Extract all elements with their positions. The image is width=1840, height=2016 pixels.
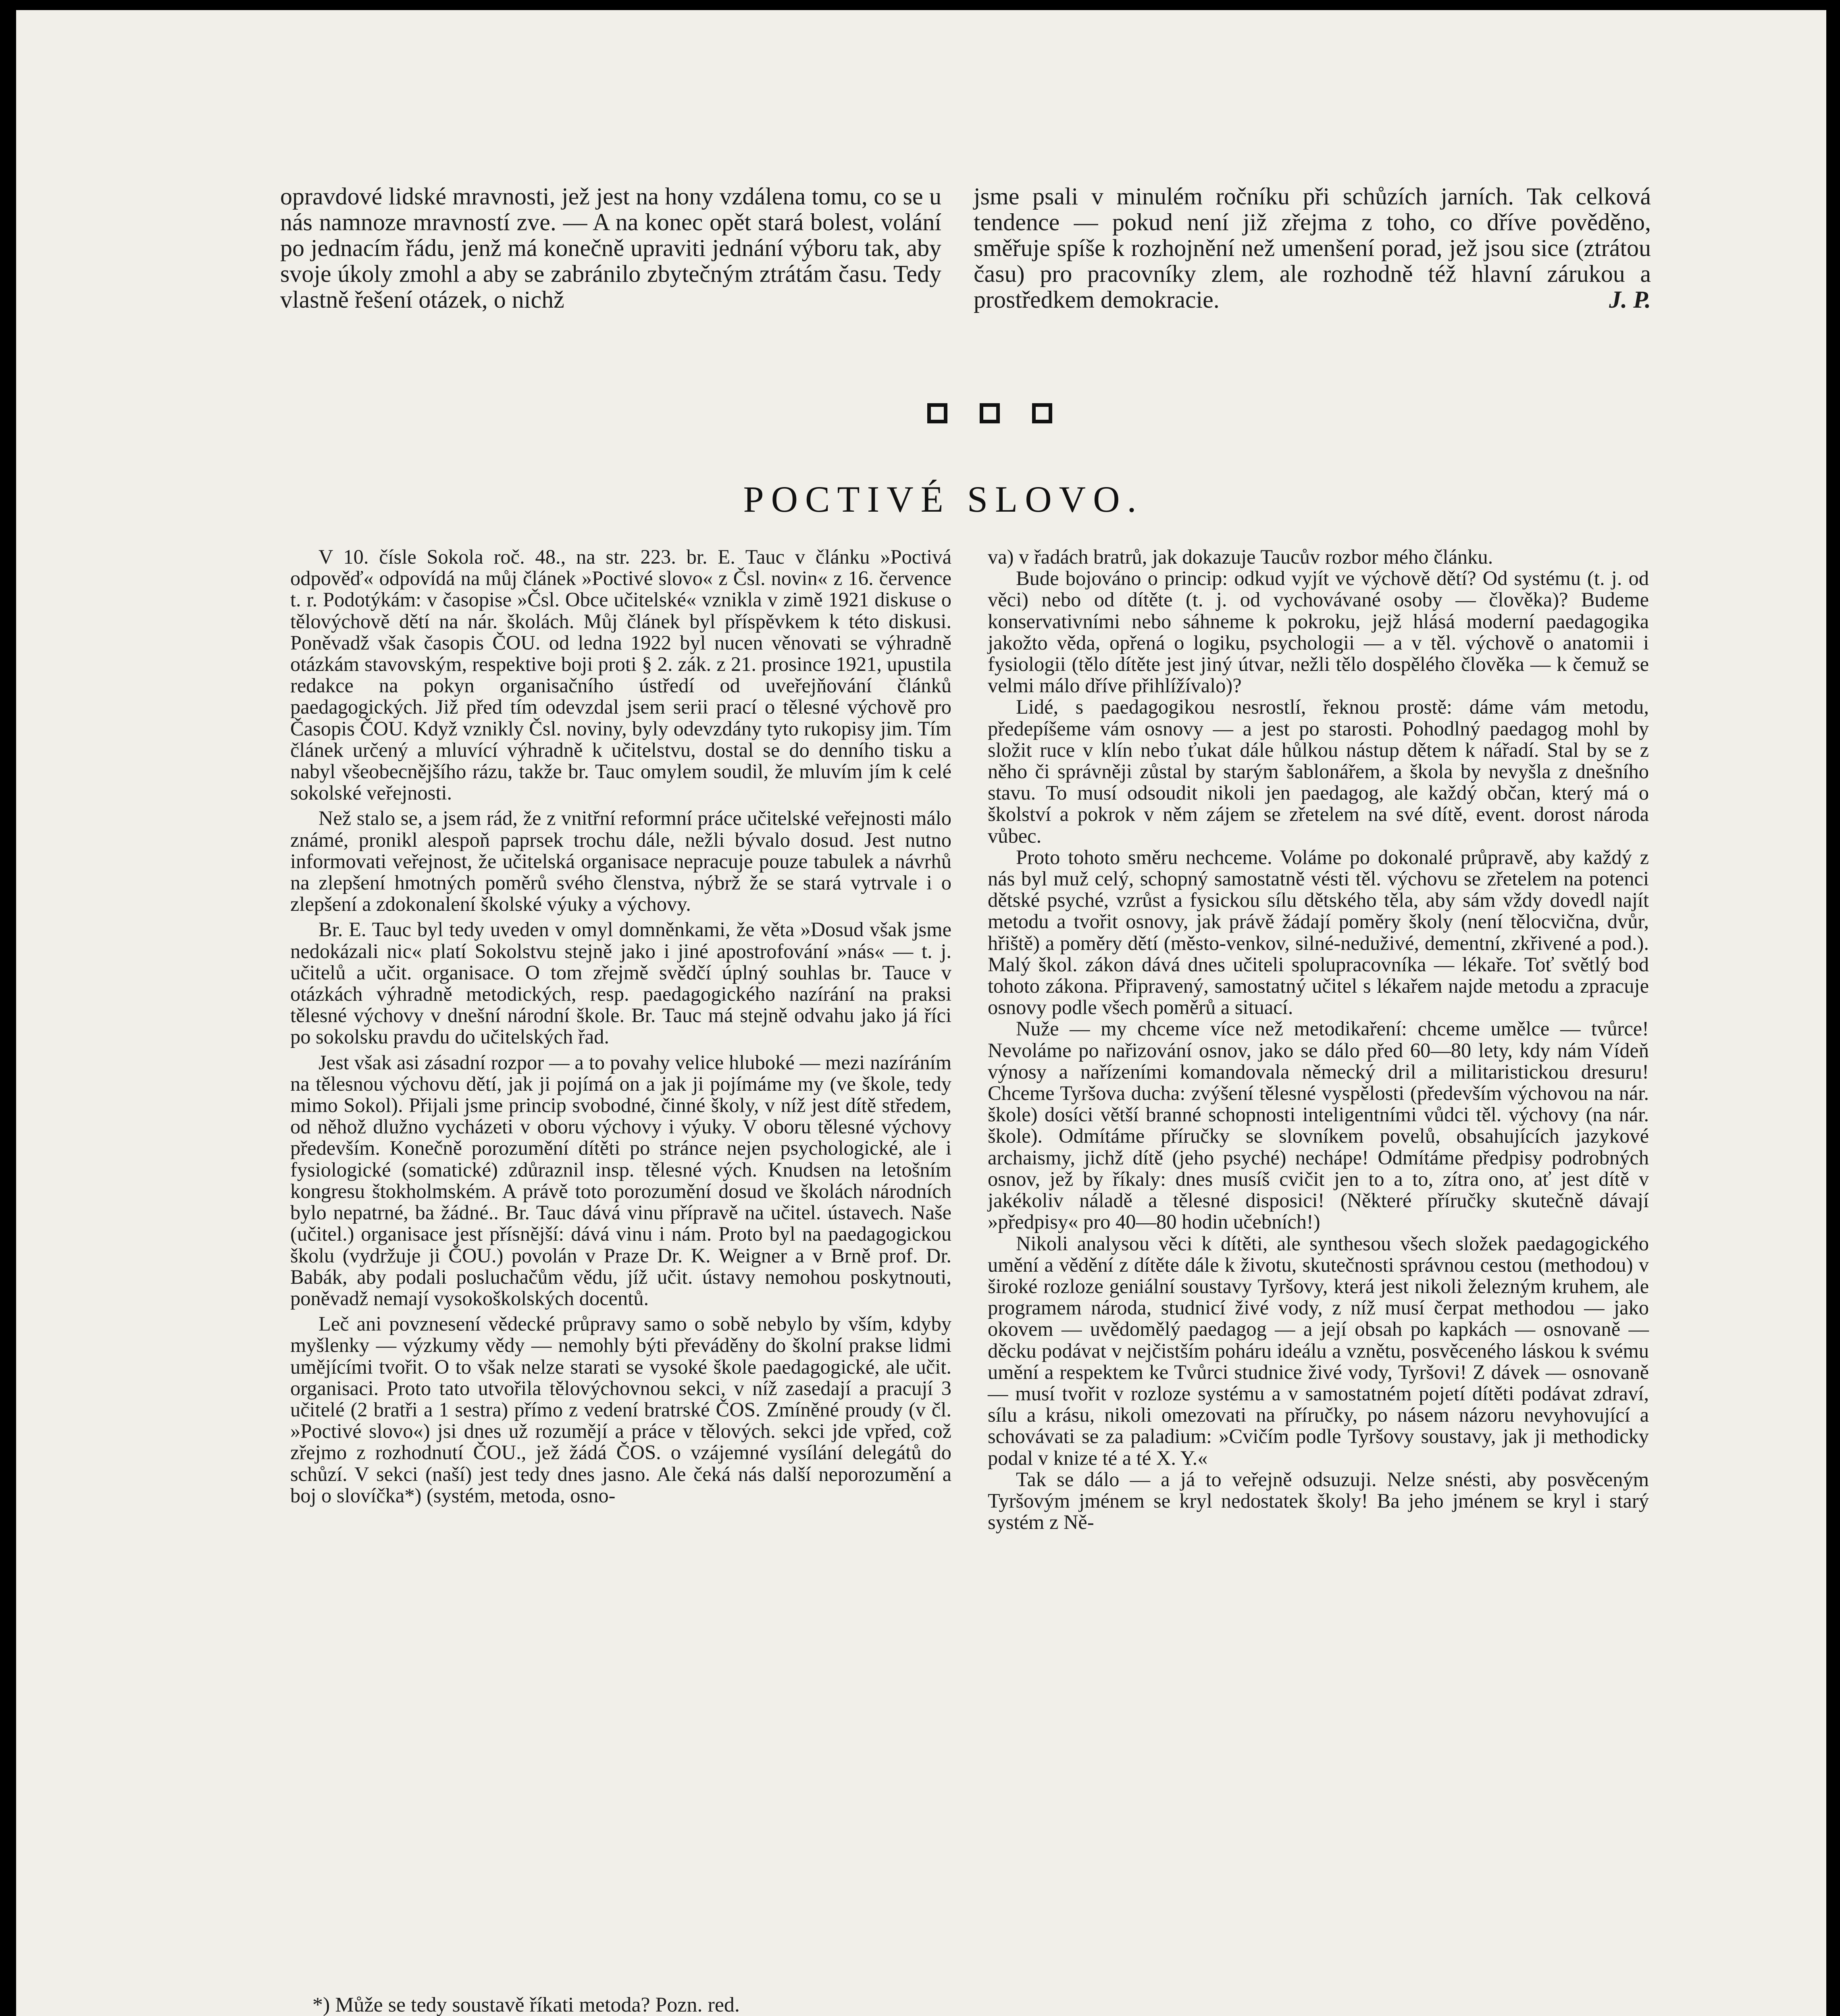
signature: J. P. (1609, 286, 1651, 313)
paragraph: Leč ani povznesení vědecké průpravy samo o sobě nebylo by vším, kdyby myšlenky — výzkumy vědy — nemohly býti převáděny do školní prakse lidmi umějícími tvořit. O to však nelze starati se vysoké škole paedagogické, ale učit. organisaci. Proto tato utvořila tělovýchovnou sekci, v níž zasedají a pracují 3 učitelé (2 bratři a 1 sestra) přímo z vedení bratrské ČOS. Zmíněné proudy (v čl. »Poctivé slovo«) jsi dnes už rozumějí a práce v tělových. sekci jde vpřed, což zřejmo z rozhodnutí ČOU., jež žádá ČOS. o vzájemné vysílání delegátů do schůzí. V sekci (naší) jest tedy dnes jasno. Ale čeká nás další neporozumění a boj o slovíčka*) (systém, metoda, osno- (290, 1312, 951, 1507)
paragraph: V 10. čísle Sokola roč. 48., na str. 223. br. E. Tauc v článku »Poctivá odpověď« odpovídá na můj článek »Poctivé slovo« z Čsl. novin« z 16. července t. r. Podotýkám: v časopise »Čsl. Obce učitelské« vznikla v zimě 1921 diskuse o tělovýchově dětí na nár. školách. Můj článek byl příspěvkem k této diskusi. Poněvadž však časopis ČOU. od ledna 1922 byl nucen věnovati se výhradně otázkám stavovským, respektive boji proti § 2. zák. z 21. prosince 1921, upustila redakce na pokyn organisačního ústředí od uveřejňování článků paedagogických. Již před tím odevzdal jsem serii prací o tělesné výchově pro Časopis ČOU. Když vznikly Čsl. noviny, byly odevzdány tyto rukopisy jim. Tím článek určený a mluvící výhradně k učitelstvu, dostal se do denního tisku a nabyl všeobecnějšího rázu, takže br. Tauc omylem soudil, že mluvím jím k celé sokolské veřejnosti. (290, 546, 951, 804)
article-title: POCTIVÉ SLOVO. (743, 479, 1144, 520)
square-ornament (1032, 403, 1052, 423)
paragraph: Tak se dálo — a já to veřejně odsuzuji. Nelze snésti, aby posvěceným Tyršovým jménem se kryl nedostatek školy! Ba jeho jménem se kryl i starý systém z Ně- (988, 1468, 1649, 1534)
paragraph: Proto tohoto směru nechceme. Voláme po dokonalé průpravě, aby každý z nás byl muž celý, schopný samostatně vésti těl. výchovu se zřetelem na potenci dětské psyché, vzrůst a fysickou sílu dětského těla, aby sám vždy dovedl najít metodu a tvořit osnovy, jak právě žádají poměry školy (není tělocvična, dvůr, hřiště) a poměry dětí (město-venkov, silné-neduživé, dementní, zkřivené a pod.). Malý škol. zákon dává dnes učiteli spolupracovníka — lékaře. Toť světlý bod tohoto zákona. Připravený, samostatný učitel s lékařem najde metodu a zpracuje osnovy podle všech poměrů a situací. (988, 846, 1649, 1019)
square-ornament (927, 403, 947, 423)
square-ornament (980, 403, 1000, 423)
paragraph: Nuže — my chceme více než metodikaření: chceme umělce — tvůrce! Nevoláme po nařizování osnov, jako se dálo před 60—80 lety, kdy nám Vídeň výnosy a nařízeními komandovala německý dril a militaristickou dresuru! Chceme Tyršova ducha: zvýšení tělesné vyspělosti (především výchovou na nár. škole) dosíci větší branné schopnosti inteligentními vůdci těl. výchovy (na nár. škole). Odmítáme příručky se slovníkem povelů, obsahujících jazykové archaismy, jichž dítě (jeho psyché) nechápe! Odmítáme předpisy podrobných osnov, jež by říkaly: dnes musíš cvičit jen to a to, zítra ono, ať jest dítě v jakékoliv náladě a tělesné disposici! (Některé příručky skutečně dávají »předpisy« pro 40—80 hodin učebních!) (988, 1017, 1649, 1233)
top-left-paragraph (280, 183, 941, 312)
paragraph: Nikoli analysou věci k dítěti, ale synthesou všech složek paedagogického umění a vědění z dítěte dále k životu, skutečnosti správnou cestou (methodou) v široké rozloze geniální soustavy Tyršovy, která jest nikoli železným kruhem, ale programem národa, studnicí živé vody, z níž musí čerpat methodou — jako okovem — uvědomělý paedagog — a její obsah po kapkách — osnovaně — děcku podávat v nejčistším poháru ideálu a vznětu, posvěceného láskou k svému umění a respektem ke Tvůrci studnice živé vody, Tyršovi! Z dávek — osnovaně — musí tvořit v rozloze systému a v samostatném pojetí dítěti podávat zdraví, sílu a krásu, nikoli omezovati na příručky, po násem názoru nevyhovující a schovávati se za paladium: »Cvičím podle Tyršovy soustavy, jak ji methodicky podal v knize té a té X. Y.« (988, 1232, 1649, 1469)
footnote: *) Může se tedy soustavě říkati metoda? Pozn. red. (312, 1993, 740, 2016)
section-divider (927, 403, 1052, 423)
top-right-paragraph (974, 183, 1651, 312)
paragraph: Lidé, s paedagogikou nesrostlí, řeknou prostě: dáme vám metodu, předepíšeme vám osnovy — a jest po starosti. Pohodlný paedagog mohl by složit ruce v klín nebo ťukat dále hůlkou nástup dětem k nářadí. Stal by se z něho či správněji zůstal by starým šablonářem, a škola by nevyšla z dnešního stavu. To musí odsoudit nikoli jen paedagog, ale každý občan, který má o školství a pokrok v něm zájem se zřetelem na své dítě, event. dorost národa vůbec. (988, 696, 1649, 847)
left-column (290, 546, 951, 1506)
top-right-text: jsme psali v minulém ročníku při schůzích jarních. Tak celková tendence — pokud není již zřejma z toho, co dříve pověděno, směřuje spíše k rozhojnění než umenšení porad, jež jsou sice (ztrátou času) pro pracovníky zlem, ale rozhodně též hlavní zárukou a prostředkem demokracie. (974, 183, 1651, 313)
paragraph: Než stalo se, a jsem rád, že z vnitřní reformní práce učitelské veřejnosti málo známé, pronikl alespoň paprsek trochu dále, nežli bývalo dosud. Jest nutno informovati veřejnost, že učitelská organisace nepracuje pouze tabulek a návrhů na zlepšení hmotných poměrů svého členstva, nýbrž že se stará vytrvale i o zlepšení a zdokonalení školské výuky a výchovy. (290, 807, 951, 916)
paragraph: va) v řadách bratrů, jak dokazuje Taucův rozbor mého článku. (988, 546, 1493, 568)
paragraph: Jest však asi zásadní rozpor — a to povahy velice hluboké — mezi nazíráním na tělesnou výchovu dětí, jak ji pojímá on a jak ji pojímáme my (ve škole, tedy mimo Sokol). Přijali jsme princip svobodné, činné školy, v níž jest dítě středem, od něhož dlužno vycházeti v oboru výchovy i výuky. V oboru tělesné výchovy především. Konečně porozumění dítěti po stránce nejen psychologické, ale i fysiologické (somatické) zdůraznil insp. tělesné vých. Knudsen na letošním kongresu štokholmském. A právě toto porozumění dosud ve školách národních bylo nepatrné, ba žádné.. Br. Tauc dává vinu přípravě na učitel. ústavech. Naše (učitel.) organisace jest přísnější: dává vinu i nám. Proto byl na paedagogickou školu (vydržuje ji ČOU.) povolán v Praze Dr. K. Weigner a v Brně prof. Dr. Babák, aby podali posluchačům vědu, jíž učit. ústavy nemohou poskytnouti, poněvadž nemají vysokoškolských docentů. (290, 1051, 951, 1310)
right-column (988, 546, 1649, 1533)
paragraph: Bude bojováno o princip: odkud vyjít ve výchově dětí? Od systému (t. j. od věci) nebo od dítěte (t. j. od vychovávané osoby — člověka)? Budeme konservativními nebo sáhneme k pokroku, jejž hlásá moderní paedagogika jakožto věda, opřená o logiku, psychologii — a v těl. výchově o anatomii i fysiologii (tělo dítěte jest jiný útvar, nežli tělo dospělého člověka — k čemuž se velmi málo dříve přihlížívalo)? (988, 567, 1649, 697)
paragraph: Br. E. Tauc byl tedy uveden v omyl domněnkami, že věta »Dosud však jsme nedokázali nic« platí Sokolstvu stejně jako i jiné apostrofování »nás« — t. j. učitelů a učit. organisace. O tom zřejmě svědčí úplný souhlas br. Tauce v otázkách výhradně metodických, resp. paedagogického nazírání na praksi tělesné výchovy v dnešní národní škole. Br. Tauc má stejně odvahu jako já říci po sokolsku pravdu do učitelských řad. (290, 918, 951, 1048)
top-left-text: opravdové lidské mravnosti, jež jest na hony vzdálena tomu, co se u nás namnoze mravností zve. — A na konec opět stará bolest, volání po jednacím řádu, jenž má konečně upraviti jednání výboru tak, aby svoje úkoly zmohl a aby se zabránilo zbytečným ztrátám času. Tedy vlastně řešení otázek, o nichž (280, 183, 941, 313)
scanned-page (16, 10, 1826, 2016)
